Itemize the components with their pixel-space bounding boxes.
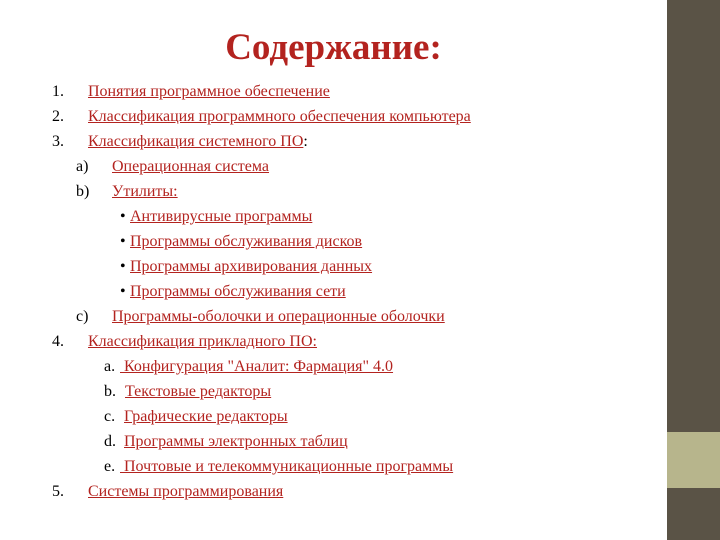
list-item — [52, 130, 308, 154]
list-item — [120, 230, 362, 254]
contents-link[interactable]: Программы обслуживания дисков — [130, 233, 363, 250]
list-item — [104, 355, 393, 379]
list-marker: 1. — [52, 83, 64, 100]
contents-link[interactable]: Программы электронных таблиц — [124, 433, 348, 450]
list-item — [76, 180, 178, 204]
list-item — [76, 155, 269, 179]
contents-link[interactable]: Текстовые редакторы — [125, 383, 272, 400]
page-title: Содержание: — [225, 27, 442, 68]
contents-link[interactable]: Программы обслуживания сети — [130, 283, 346, 300]
list-item — [52, 330, 317, 354]
sidebar-accent — [667, 432, 720, 488]
contents-link[interactable]: Системы программирования — [88, 483, 284, 500]
list-item — [104, 455, 453, 479]
list-marker: b. — [104, 383, 116, 400]
list-marker: c) — [76, 308, 89, 325]
list-marker: 3. — [52, 133, 64, 150]
list-marker: b) — [76, 183, 90, 200]
bullet-icon: • — [120, 283, 126, 300]
contents-link[interactable]: Программы-оболочки и операционные оболочки — [112, 308, 445, 325]
list-item — [104, 380, 271, 404]
sidebar-band — [667, 0, 720, 540]
contents-link[interactable]: Утилиты: — [112, 183, 178, 200]
contents-link[interactable]: Классификация прикладного ПО: — [88, 333, 317, 350]
list-item — [120, 205, 312, 229]
contents-link[interactable]: Программы архивирования данных — [130, 258, 373, 275]
list-item — [104, 430, 348, 454]
contents-list — [0, 80, 667, 510]
list-item — [52, 80, 330, 104]
list-marker: c. — [104, 408, 116, 425]
list-item — [120, 255, 372, 279]
bullet-icon: • — [120, 233, 126, 250]
list-item — [52, 105, 471, 129]
list-marker: e. — [104, 458, 116, 475]
contents-link[interactable]: Графические редакторы — [124, 408, 288, 425]
list-item — [76, 305, 445, 329]
list-marker: 4. — [52, 333, 64, 350]
list-marker: d. — [104, 433, 116, 450]
list-item — [120, 280, 346, 304]
contents-link[interactable]: Понятия программное обеспечение — [88, 83, 330, 100]
list-marker: a. — [104, 358, 116, 375]
list-suffix: : — [303, 133, 308, 150]
list-item — [52, 480, 283, 504]
list-marker: 2. — [52, 108, 64, 125]
list-marker: a) — [76, 158, 89, 175]
contents-link[interactable]: Конфигурация "Аналит: Фармация" 4.0 — [120, 358, 394, 375]
contents-link[interactable]: Классификация системного ПО — [88, 133, 304, 150]
bullet-icon: • — [120, 208, 126, 225]
bullet-icon: • — [120, 258, 126, 275]
contents-link[interactable]: Классификация программного обеспечения компьютера — [88, 108, 471, 125]
list-item — [104, 405, 288, 429]
list-marker: 5. — [52, 483, 64, 500]
contents-link[interactable]: Почтовые и телекоммуникационные программы — [120, 458, 454, 475]
contents-link[interactable]: Антивирусные программы — [130, 208, 313, 225]
contents-link[interactable]: Операционная система — [112, 158, 270, 175]
